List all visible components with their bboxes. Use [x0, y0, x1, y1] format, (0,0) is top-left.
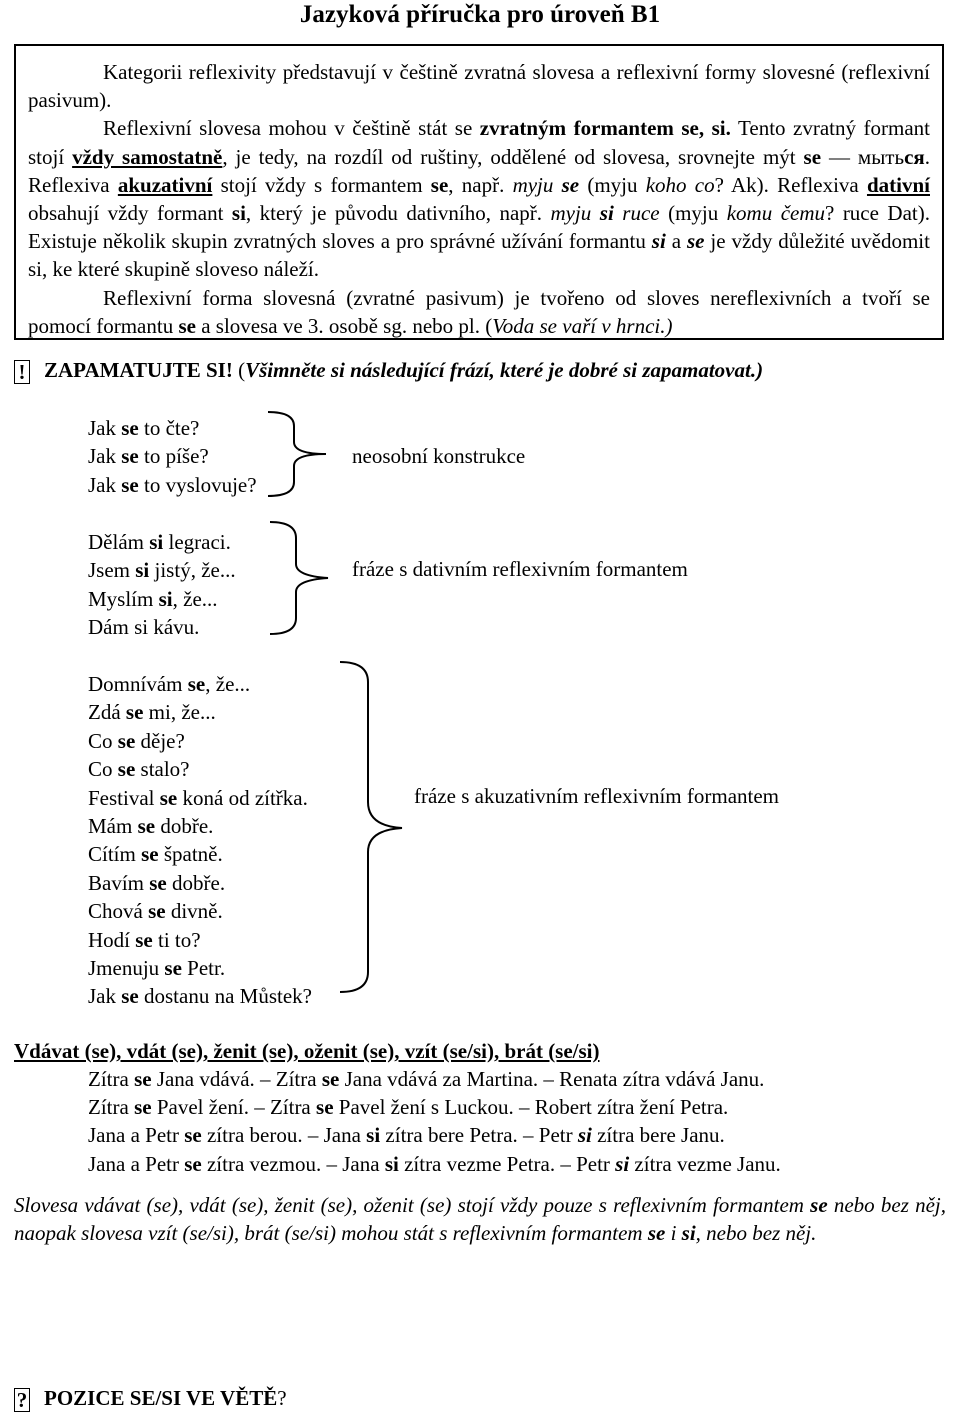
phrase-item: Myslím si, že... — [88, 586, 218, 611]
phrase-item: Cítím se špatně. — [88, 842, 223, 867]
position-heading: ? POZICE SE/SI VE VĚTĚ? — [14, 1384, 287, 1412]
brace-icon — [268, 410, 328, 498]
phrase-item: Festival se koná od zítřka. — [88, 785, 308, 810]
brace-icon — [338, 660, 404, 994]
verb-example-line: Zítra se Jana vdává. – Zítra se Jana vdává za Martina. – Renata zítra vdává Janu. — [88, 1067, 765, 1091]
group-label-accusative: fráze s akuzativním reflexivním formantem — [414, 784, 780, 808]
phrase-item: Dám si kávu. — [88, 615, 200, 640]
verb-example-line: Zítra se Pavel žení. – Zítra se Pavel žení s Luckou. – Robert zítra žení Petra. — [88, 1095, 729, 1120]
phrase-item: Co se stalo? — [88, 757, 190, 782]
group-label-impersonal: neosobní konstrukce — [352, 444, 526, 468]
intro-paragraph-3: Reflexivní forma slovesná (zvratné pasivum) je tvořeno od sloves nereflexivních a tvoří se pomocí formantu se a slovesa ve 3. osobě sg. nebo pl. (Voda se vaří v hrnci.) — [28, 285, 930, 338]
summary-paragraph: Slovesa vdávat (se), vdát (se), ženit (se), oženit (se) stojí vždy pouze s reflexivním formantem se nebo bez něj, naopak slovesa vzít (se/si), brát (se/si) mohou stát s reflexivním formantem se i si, nebo bez něj. — [14, 1193, 946, 1246]
phrase-item: Jak se to píše? — [88, 444, 209, 469]
group-label-dative: fráze s dativním reflexivním formantem — [352, 557, 688, 581]
verb-example-line: Jana a Petr se zítra vezmou. – Jana si zítra vezme Petra. – Petr si zítra vezme Janu. — [88, 1151, 781, 1176]
intro-box — [14, 44, 944, 340]
brace-icon — [270, 520, 330, 636]
phrase-item: Bavím se dobře. — [88, 870, 226, 895]
phrase-item: Jmenuju se Petr. — [88, 956, 226, 980]
verbs-heading: Vdávat (se), vdát (se), ženit (se), oženit (se), vzít (se/si), brát (se/si) — [14, 1039, 600, 1063]
remember-heading: ! ZAPAMATUJTE SI! (Všimněte si následující frází, které je dobré si zapamatovat.) — [14, 356, 763, 384]
phrase-item: Domnívám se, že... — [88, 672, 251, 696]
intro-paragraph-2: Reflexivní slovesa mohou v češtině stát se zvratným formantem se, si. Tento zvratný formant stojí vždy samostatně, je tedy, na rozdíl od ruštiny, oddělené od slovesa, srovnejte mýt se — мыться. Reflexiva akuzativní stojí vždy s formantem se, např. myju se (myju koho co? Ak). Reflexiva dativní obsahují vždy formant si, který je původu dativního, např. myju si ruce (myju komu čemu? ruce Dat). Existuje několik skupin zvratných sloves a pro správné užívání formantu si a se je vždy důležité uvědomit si, ke které skupině sloveso náleží. — [28, 116, 931, 282]
page-title: Jazyková příručka pro úroveň B1 — [299, 1, 661, 28]
phrase-item: Mám se dobře. — [88, 814, 214, 838]
phrase-item: Jak se to vyslovuje? — [88, 472, 257, 497]
phrase-item: Hodí se ti to? — [88, 927, 201, 952]
verb-example-line: Jana a Petr se zítra berou. – Jana si zítra bere Petra. – Petr si zítra bere Janu. — [88, 1123, 725, 1148]
phrase-item: Co se děje? — [88, 728, 185, 753]
phrase-item: Jak se dostanu na Můstek? — [88, 984, 312, 1009]
exclamation-icon: ! — [14, 360, 30, 384]
phrase-item: Zdá se mi, že... — [88, 700, 216, 725]
question-mark-icon: ? — [14, 1388, 30, 1412]
phrase-item: Dělám si legraci. — [88, 530, 231, 554]
phrase-item: Chová se divně. — [88, 899, 223, 924]
phrase-item: Jak se to čte? — [88, 416, 200, 440]
intro-paragraph-1: Kategorii reflexivity představují v češtině zvratná slovesa a reflexivní formy slovesné (reflexivní pasivum). — [28, 60, 930, 113]
phrase-item: Jsem si jistý, že... — [88, 558, 236, 583]
